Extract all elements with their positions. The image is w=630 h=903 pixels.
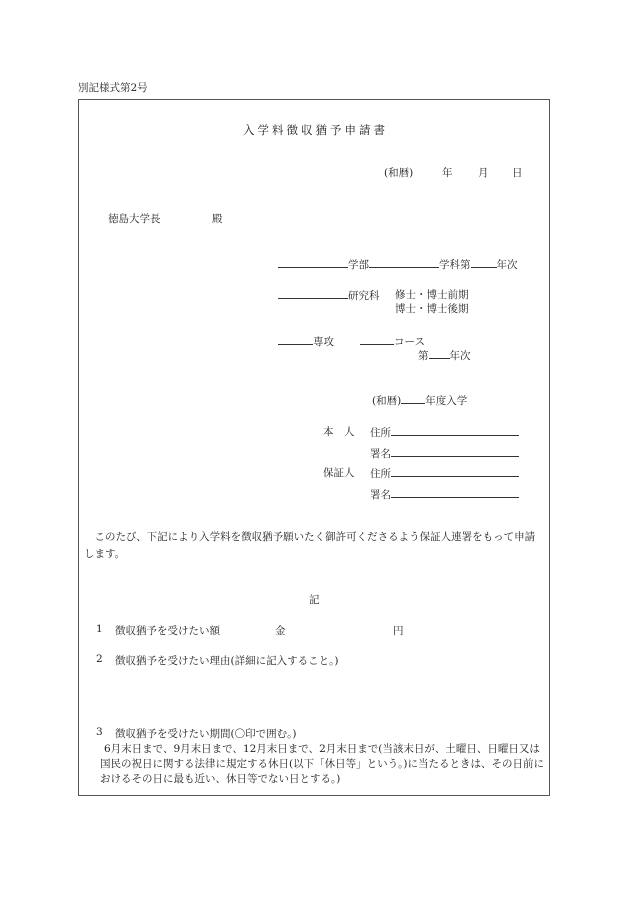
department-field[interactable] (369, 256, 439, 268)
grade-suffix: 年次 (449, 350, 471, 362)
item-2-number: 2 (96, 653, 103, 665)
course-type-1: 修士・博士前期 (395, 289, 469, 301)
amount-suffix: 円 (393, 625, 404, 637)
applicant-signature-row (370, 445, 519, 461)
guarantor-address-field[interactable] (391, 465, 519, 477)
form-title: 入学料徴収猶予申請書 (243, 123, 388, 137)
course-field[interactable] (360, 333, 394, 345)
guarantor-signature-field[interactable] (391, 486, 519, 498)
course-type-2: 博士・博士後期 (395, 303, 469, 315)
grade-prefix: 第 (418, 350, 429, 362)
guarantor-address-label: 住所 (370, 468, 391, 480)
grade-row (418, 347, 471, 363)
applicant-address-row (370, 424, 519, 440)
date-era: (和暦) (384, 167, 414, 179)
item-2-label: 徴収猶予を受けたい理由(詳細に記入すること。) (115, 655, 339, 667)
major-label: 専攻 (313, 336, 334, 348)
graduate-school-label: 研究科 (348, 290, 380, 302)
date-month: 月 (478, 167, 489, 179)
graduate-row (278, 287, 380, 303)
admission-year-field[interactable] (401, 392, 425, 404)
admission-row (372, 392, 467, 408)
item-3-label: 徴収猶予を受けたい期間(〇印で囲む。) (115, 728, 297, 740)
request-text: このたび、下記により入学料を徴収猶予願いたく御許可くださるよう保証人連署をもって申請します。 (84, 531, 536, 560)
grade-field[interactable] (429, 347, 450, 359)
date-year: 年 (442, 167, 453, 179)
form-number: 別記様式第2号 (78, 82, 148, 94)
amount-prefix: 金 (275, 625, 286, 637)
guarantor-label: 保証人 (323, 467, 355, 479)
admission-label: 年度入学 (425, 395, 468, 407)
applicant-label: 本 人 (323, 426, 355, 438)
course-label: コース (394, 336, 425, 348)
period-options[interactable]: 6月末日まで、9月末日まで、12月末日まで、2月末日まで(当該末日が、土曜日、日曜日又は国民の祝日に関する法律に規定する休日(以下「休日等」という。)に当たるときは、その日前におけるその日に最も近い、休日等でない日とする。) (100, 743, 544, 785)
applicant-signature-field[interactable] (391, 445, 519, 457)
item-1-label: 徴収猶予を受けたい額 (115, 625, 220, 637)
faculty-label: 学部 (348, 259, 369, 271)
amount-field[interactable] (289, 622, 389, 636)
item-3-number: 3 (96, 726, 103, 738)
applicant-address-label: 住所 (370, 427, 391, 439)
year-field[interactable] (471, 256, 497, 268)
major-field[interactable] (278, 333, 313, 345)
course-row (360, 333, 425, 349)
addressee-honorific: 殿 (212, 213, 223, 225)
department-label: 学科第 (439, 259, 471, 271)
guarantor-signature-label: 署名 (370, 489, 391, 501)
guarantor-signature-row (370, 486, 519, 502)
applicant-signature-label: 署名 (370, 448, 391, 460)
faculty-field[interactable] (278, 256, 348, 268)
graduate-school-field[interactable] (278, 287, 348, 299)
item-1-number: 1 (96, 623, 103, 635)
major-row (278, 333, 334, 349)
addressee-name: 徳島大学長 (108, 213, 161, 225)
guarantor-address-row (370, 465, 519, 481)
applicant-address-field[interactable] (391, 424, 519, 436)
faculty-row (278, 256, 518, 272)
date-day: 日 (512, 167, 523, 179)
reason-field[interactable] (115, 672, 535, 716)
year-label: 年次 (496, 259, 518, 271)
ki-heading: 記 (309, 594, 320, 606)
admission-era: (和暦) (372, 395, 402, 407)
